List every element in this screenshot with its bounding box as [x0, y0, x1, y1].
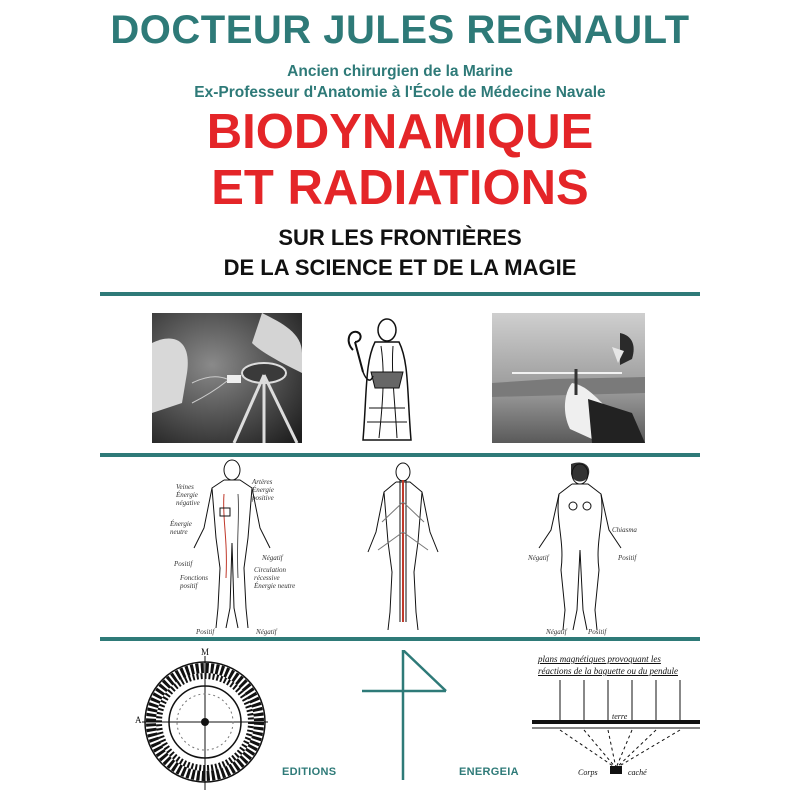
label-foot-positive: Positif [196, 628, 215, 636]
author-credential-1: Ancien chirurgien de la Marine [287, 63, 513, 80]
compass-letter-top: M [201, 647, 210, 657]
book-subtitle-line-2: DE LA SCIENCE ET DE LA MAGIE [223, 255, 577, 280]
book-title-line-1: BIODYNAMIQUE [206, 105, 594, 159]
publisher-name-right: ENERGEIA [459, 766, 519, 778]
diagram-label-hidden: caché [628, 768, 647, 777]
author-credential-2: Ex-Professeur d'Anatomie à l'École de Médecine Navale [194, 84, 606, 101]
label-positive-left: Positif [174, 560, 193, 568]
publisher-name-left: EDITIONS [282, 766, 337, 778]
publisher-logo-mark [362, 650, 450, 782]
label-foot-positive-right: Positif [588, 628, 607, 636]
label-thigh-right: Circulation récessive Énergie neutre [254, 566, 296, 590]
book-title-line-2: ET RADIATIONS [211, 161, 589, 215]
divider-rule-3 [100, 637, 700, 641]
book-subtitle-line-1: SUR LES FRONTIÈRES [278, 225, 522, 250]
illustration-compass-rose [140, 648, 270, 798]
label-negative-right: Négatif [262, 554, 283, 562]
label-neutral-energy: Énergie neutre [170, 520, 192, 536]
label-foot-negative: Négatif [256, 628, 277, 636]
diagram-caption-2: réactions de la baguette ou du pendule [538, 666, 678, 676]
label-chiasma: Chiasma [612, 526, 637, 534]
label-arteries: Artères Énergie positive [252, 478, 274, 502]
label-hand-negative: Négatif [528, 554, 549, 562]
diagram-label-earth: terre [612, 712, 628, 721]
label-hand-positive: Positif [618, 554, 637, 562]
label-veins: Veines Énergie négative [176, 483, 200, 507]
label-foot-negative-right: Négatif [546, 628, 567, 636]
compass-letter-left: A [135, 715, 142, 725]
author-name: DOCTEUR JULES REGNAULT [110, 8, 690, 52]
diagram-label-body: Corps [578, 768, 598, 777]
diagram-caption-1: plans magnétiques provoquant les [538, 654, 661, 664]
label-thigh-left: Fonctions positif [180, 574, 208, 590]
